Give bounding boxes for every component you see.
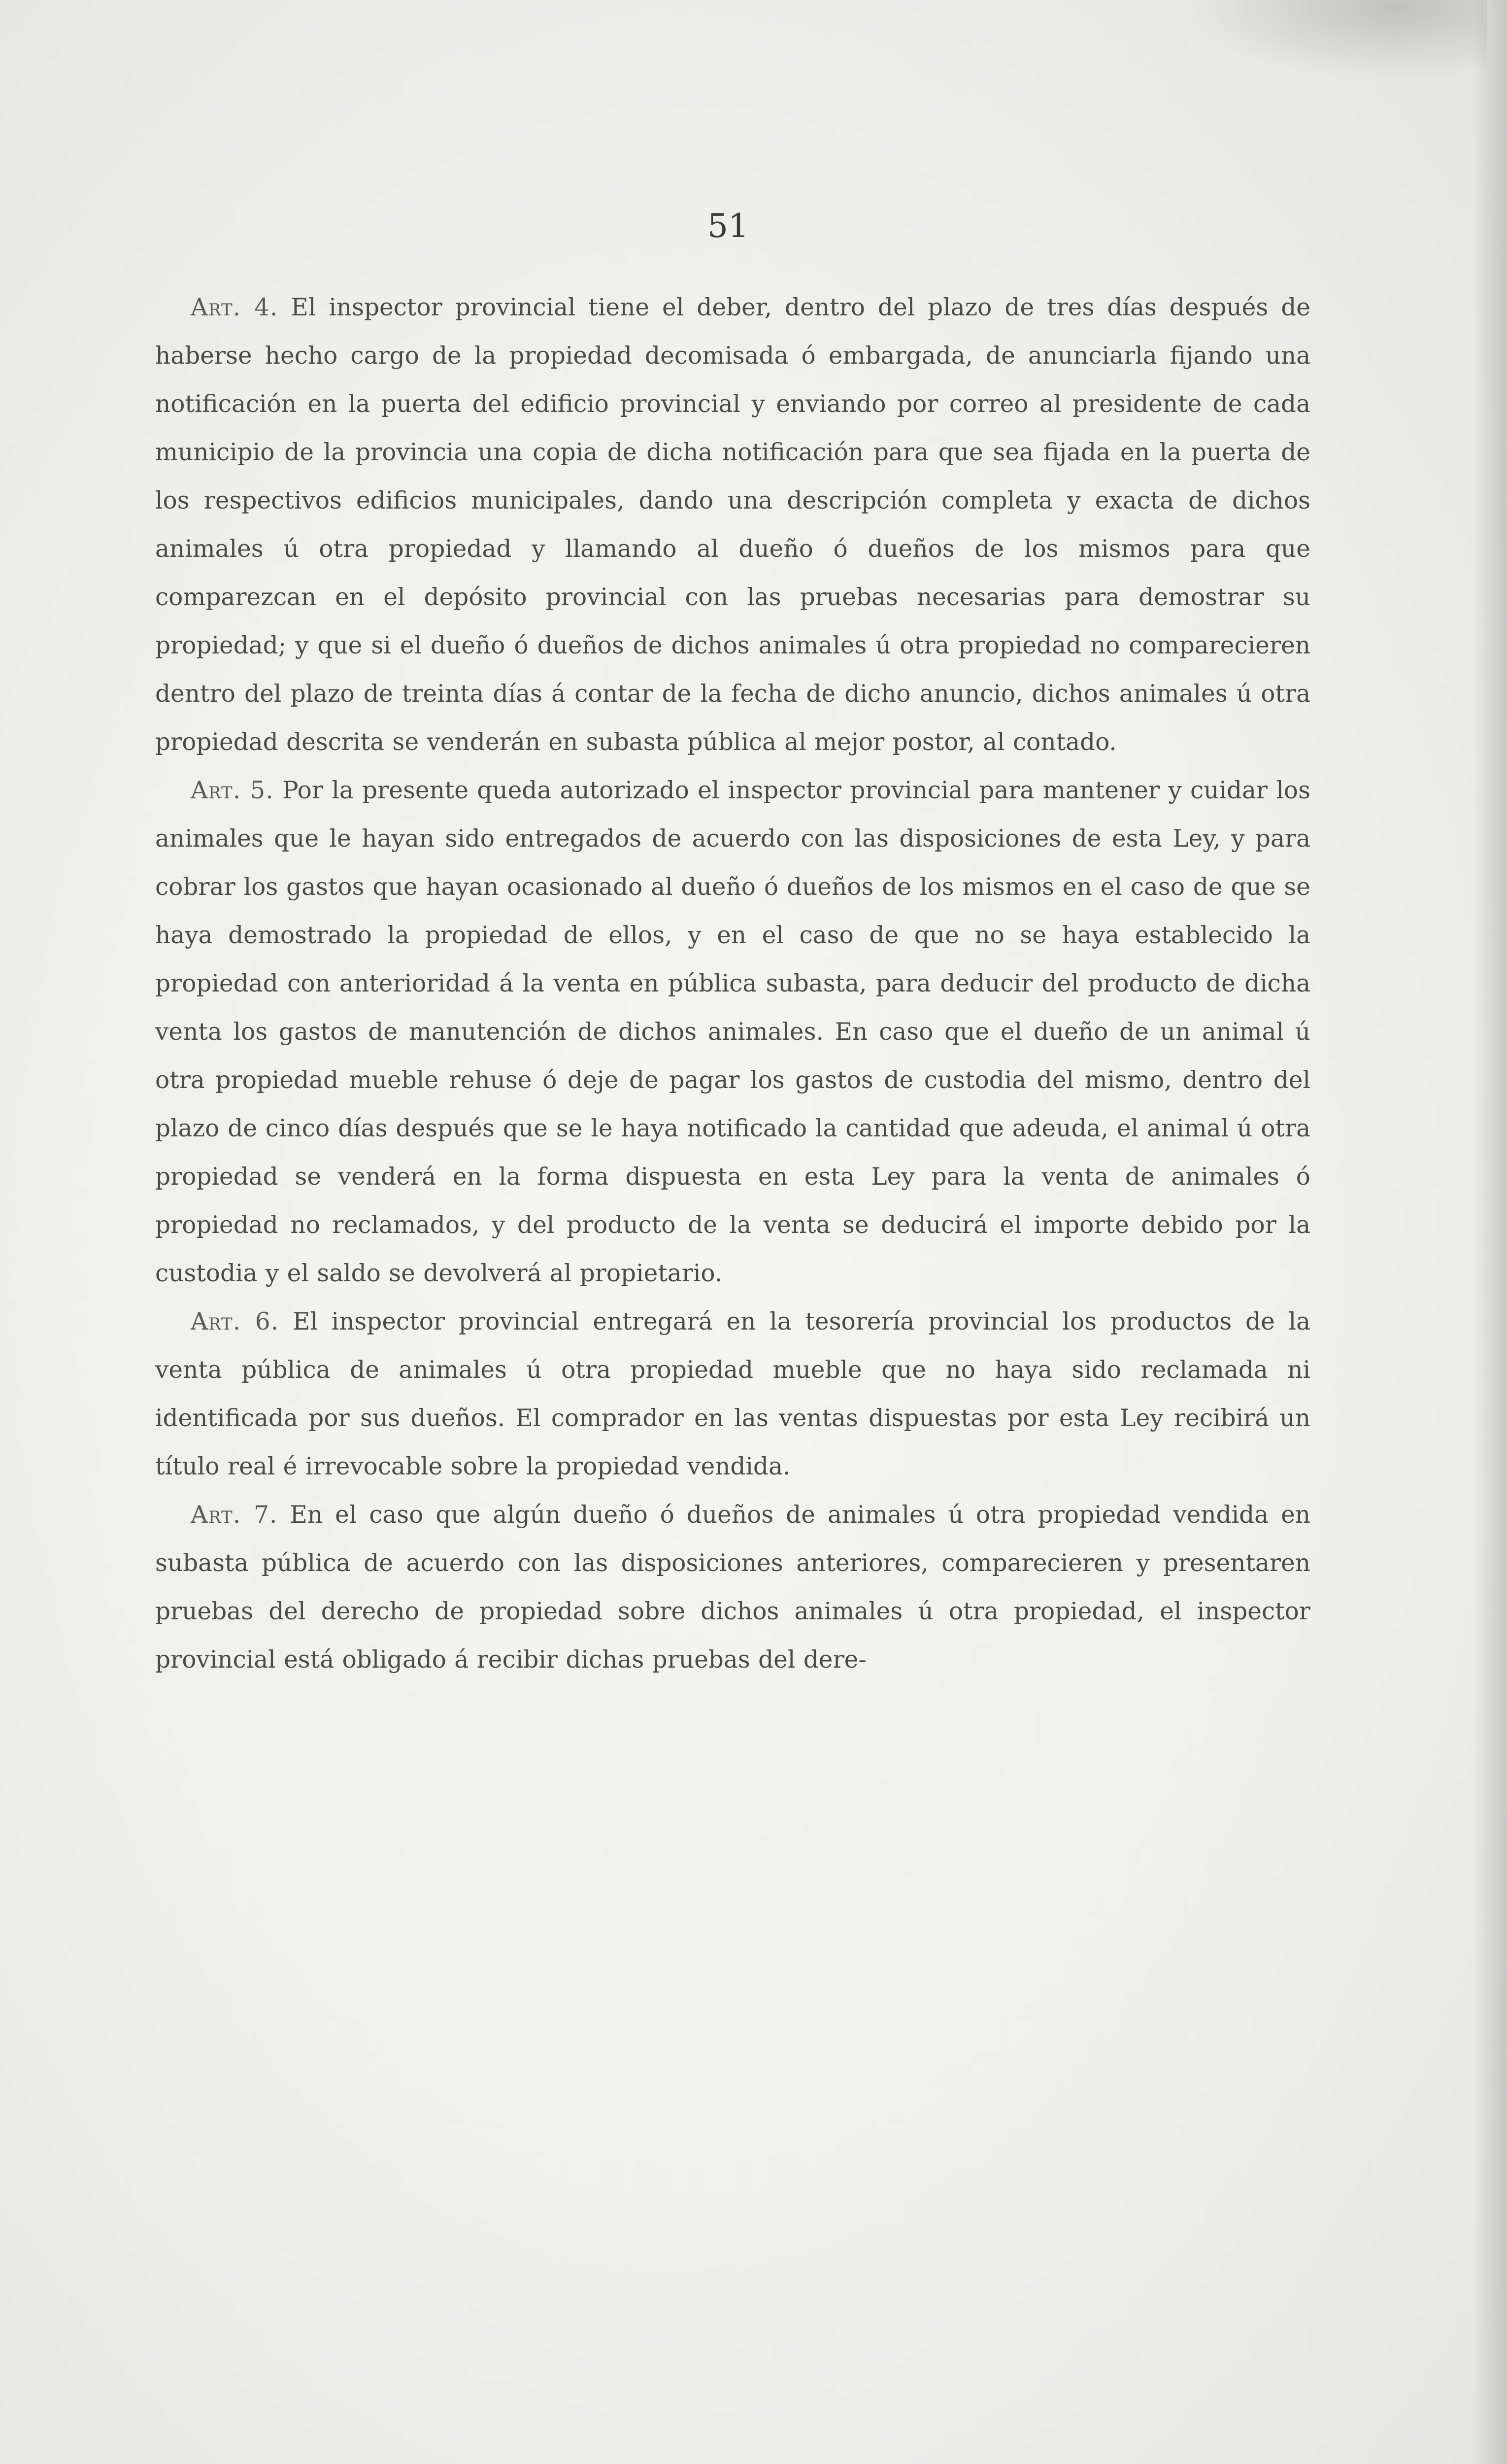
article-6-paragraph [155,1298,1310,1491]
article-text: El inspector provincial tiene el deber, dentro del plazo de tres días después de haberse hecho cargo de la propiedad decomisada ó embargada, de anunciarla fijando una notificación en la puerta del edificio provincial y enviando por correo al presidente de cada municipio de la provincia una copia de dicha notificación para que sea fijada en la puerta de los respectivos edificios municipales, dando una descripción completa y exacta de dichos animales ú otra propiedad y llamando al dueño ó dueños de los mismos para que comparezcan en el depósito provincial con las pruebas necesarias para demostrar su propiedad; y que si el dueño ó dueños de dichos animales ú otra propiedad no comparecieren dentro del plazo de treinta días á contar de la fecha de dicho anuncio, dichos animales ú otra propiedad descrita se venderán en subasta pública al mejor postor, al contado. [155,294,1311,756]
page-number: 51 [707,207,749,245]
article-4-paragraph [155,283,1310,766]
article-label: Art. 7. [191,1501,278,1529]
article-label: Art. 4. [191,294,278,321]
article-text: El inspector provincial entregará en la tesorería provincial los productos de la venta pública de animales ú otra propiedad mueble que no haya sido reclamada ni identificada por sus dueños. El comprador en las ventas dispuestas por esta Ley recibirá un título real é irrevocable sobre la propiedad vendida. [155,1308,1311,1480]
article-label: Art. 6. [191,1308,279,1335]
scan-smudge [1182,0,1487,79]
article-7-paragraph [155,1491,1310,1684]
page-edge-shadow [1473,0,1507,2464]
article-label: Art. 5. [191,777,274,804]
article-text: Por la presente queda autorizado el inspector provincial para mantener y cuidar los animales que le hayan sido entregados de acuerdo con las disposiciones de esta Ley, y para cobrar los gastos que hayan ocasionado al dueño ó dueños de los mismos en el caso de que se haya demostrado la propiedad de ellos, y en el caso de que no se haya establecido la propiedad con anterioridad á la venta en pública subasta, para deducir del producto de dicha venta los gastos de manutención de dichos animales. En caso que el dueño de un animal ú otra propiedad mueble rehuse ó deje de pagar los gastos de custodia del mismo, dentro del plazo de cinco días después que se le haya notificado la cantidad que adeuda, el animal ú otra propiedad se venderá en la forma dispuesta en esta Ley para la venta de animales ó propiedad no reclamados, y del producto de la venta se deducirá el importe debido por la custodia y el saldo se devolverá al propietario. [155,777,1310,1287]
body-text [155,283,1310,1684]
article-5-paragraph [155,766,1310,1298]
article-text: En el caso que algún dueño ó dueños de animales ú otra propiedad vendida en subasta pública de acuerdo con las disposiciones anteriores, comparecieren y presentaren pruebas del derecho de propiedad sobre dichos animales ú otra propiedad, el inspector provincial está obligado á recibir dichas pruebas del dere- [155,1501,1311,1674]
